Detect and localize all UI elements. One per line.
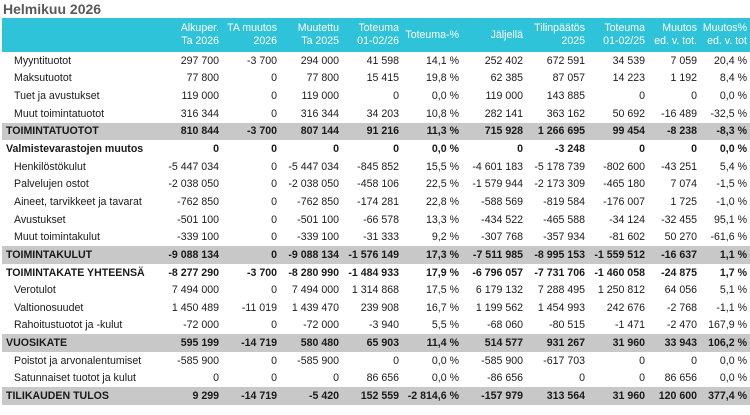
table-row <box>2 352 750 370</box>
table-cell: 11,4 % <box>402 334 462 352</box>
table-cell: -8 238 <box>648 123 700 141</box>
table-cell: 1 199 562 <box>475 301 523 314</box>
table-row <box>2 211 750 229</box>
table-cell: -762 850 <box>177 195 219 208</box>
table-cell: 34 203 <box>366 107 399 120</box>
table-cell: -2 470 <box>666 319 697 332</box>
row-label: VUOSIKATE <box>2 334 160 352</box>
table-cell: -762 850 <box>297 195 339 208</box>
table-cell: 87 057 <box>552 72 585 85</box>
table-cell: 1 250 812 <box>597 284 645 297</box>
table-cell: 31 960 <box>588 334 648 352</box>
table-cell: 86 656 <box>664 372 697 385</box>
table-cell: -501 100 <box>297 213 339 226</box>
table-cell: 0 <box>579 372 585 385</box>
table-cell: 0 <box>271 231 277 244</box>
table-cell: 0 <box>222 246 280 264</box>
table-cell: -8 995 153 <box>526 246 588 264</box>
table-total-row <box>2 246 750 264</box>
table-cell: 0 <box>333 143 339 156</box>
table-cell: 807 144 <box>280 123 342 141</box>
table-cell: -66 578 <box>363 213 399 226</box>
table-total-row <box>2 334 750 352</box>
table-cell: -845 852 <box>357 160 399 173</box>
column-header: Jäljellä <box>462 18 526 52</box>
table-cell: 5,1 % <box>719 284 747 297</box>
table-cell: 0 <box>333 372 339 385</box>
table-cell: 106,2 % <box>700 334 750 352</box>
table-cell: 1 450 489 <box>171 301 219 314</box>
table-cell: 1 314 868 <box>351 284 399 297</box>
table-cell: -3 700 <box>246 266 277 279</box>
table-cell: 1,1 % <box>700 246 750 264</box>
table-cell: -86 656 <box>487 372 523 385</box>
table-cell: -157 979 <box>462 387 526 405</box>
table-total-row <box>2 123 750 141</box>
table-cell: -1,0 % <box>716 195 747 208</box>
table-row <box>2 52 750 70</box>
table-cell: -8,3 % <box>700 123 750 141</box>
table-cell: -2 814,6 % <box>402 387 462 405</box>
table-cell: -465 180 <box>603 178 645 191</box>
table-cell: 7 074 <box>670 178 697 191</box>
row-label: Valmistevarastojen muutos <box>6 143 144 156</box>
table-cell: 0 <box>393 143 399 156</box>
table-cell: -14 719 <box>222 334 280 352</box>
table-cell: 11,3 % <box>402 123 462 141</box>
table-cell: 167,9 % <box>708 319 747 332</box>
table-cell: 580 480 <box>280 334 342 352</box>
table-cell: 252 402 <box>484 54 523 67</box>
table-cell: -1 484 933 <box>348 266 399 279</box>
table-cell: 1 439 470 <box>291 301 339 314</box>
row-label: Aineet, tarvikkeet ja tavarat <box>14 195 142 208</box>
table-cell: 95,1 % <box>714 213 747 226</box>
table-cell: 17,3 % <box>402 246 462 264</box>
table-cell: -8 280 990 <box>288 266 339 279</box>
table-cell: 41 598 <box>366 54 399 67</box>
table-cell: 377,4 % <box>700 387 750 405</box>
table-cell: 931 267 <box>526 334 588 352</box>
table-cell: -617 703 <box>543 354 585 367</box>
table-row <box>2 87 750 105</box>
table-cell: 0 <box>639 90 645 103</box>
table-cell: -585 900 <box>177 354 219 367</box>
table-row <box>2 299 750 317</box>
table-cell: 6 179 132 <box>475 284 523 297</box>
table-cell: -43 251 <box>661 160 697 173</box>
table-cell: 15,5 % <box>426 160 459 173</box>
table-cell: -32,5 % <box>710 107 747 120</box>
table-cell: -458 106 <box>357 178 399 191</box>
table-cell: -5 447 034 <box>168 160 219 173</box>
table-cell: 5,4 % <box>719 160 747 173</box>
table-cell: -3 940 <box>368 319 399 332</box>
column-header: Muutos% ed. v. tot <box>700 18 750 52</box>
table-cell: -434 522 <box>481 213 523 226</box>
table-cell: 282 141 <box>484 107 523 120</box>
table-cell: 0 <box>517 143 523 156</box>
table-cell: 7 494 000 <box>171 284 219 297</box>
table-cell: -72 000 <box>303 319 339 332</box>
column-header: Toteuma 01-02/25 <box>588 18 648 52</box>
row-label: Valtionosuudet <box>14 301 84 314</box>
column-header: Toteuma-% <box>402 18 462 52</box>
table-cell: 34 539 <box>612 54 645 67</box>
table-cell: 0 <box>639 354 645 367</box>
table-cell: -1 559 512 <box>588 246 648 264</box>
page-title: Helmikuu 2026 <box>3 1 102 17</box>
table-cell: 0,0 % <box>431 143 459 156</box>
financial-table <box>2 18 750 405</box>
table-cell: 0 <box>271 72 277 85</box>
table-cell: -31 333 <box>363 231 399 244</box>
table-cell: 0 <box>691 354 697 367</box>
table-cell: -2 038 050 <box>288 178 339 191</box>
table-cell: -2 038 050 <box>168 178 219 191</box>
table-cell: 62 385 <box>490 72 523 85</box>
row-label: Henkilöstökulut <box>14 160 86 173</box>
table-cell: -585 900 <box>481 354 523 367</box>
table-cell: -9 088 134 <box>160 246 222 264</box>
table-cell: 0,0 % <box>719 143 747 156</box>
row-label: TOIMINTAKULUT <box>2 246 160 264</box>
table-row <box>2 175 750 193</box>
table-cell: -3 700 <box>246 54 277 67</box>
table-cell: -5 420 <box>280 387 342 405</box>
column-header-label <box>2 18 160 52</box>
table-cell: -16 637 <box>648 246 700 264</box>
table-cell: 0,0 % <box>431 90 459 103</box>
table-cell: 64 056 <box>664 284 697 297</box>
table-cell: 50 692 <box>612 107 645 120</box>
table-cell: 0 <box>213 143 219 156</box>
table-cell: 1 454 993 <box>537 301 585 314</box>
column-header: Alkuper. Ta 2026 <box>160 18 222 52</box>
row-label: Avustukset <box>14 213 66 226</box>
table-cell: -72 000 <box>183 319 219 332</box>
column-header: Tilinpäätös 2025 <box>526 18 588 52</box>
row-label: Myyntituotot <box>14 54 72 67</box>
table-total-row <box>2 387 750 405</box>
row-label: Verotulot <box>14 284 56 297</box>
table-cell: -68 060 <box>487 319 523 332</box>
table-cell: 152 559 <box>342 387 402 405</box>
table-cell: -176 007 <box>603 195 645 208</box>
table-cell: -819 584 <box>543 195 585 208</box>
table-cell: 119 000 <box>181 90 219 103</box>
table-cell: -357 934 <box>543 231 585 244</box>
table-cell: 0 <box>271 372 277 385</box>
table-cell: -339 100 <box>177 231 219 244</box>
table-cell: 514 577 <box>462 334 526 352</box>
table-cell: 17,5 % <box>426 284 459 297</box>
table-cell: -802 600 <box>603 160 645 173</box>
table-cell: 313 564 <box>526 387 588 405</box>
table-cell: 1,7 % <box>719 266 747 279</box>
table-cell: 120 600 <box>648 387 700 405</box>
table-cell: -1 460 058 <box>594 266 645 279</box>
table-cell: 22,8 % <box>426 195 459 208</box>
table-cell: 119 000 <box>485 90 523 103</box>
table-cell: 0 <box>271 160 277 173</box>
table-row <box>2 105 750 123</box>
row-label: Rahoitustuotot ja -kulut <box>14 319 123 332</box>
table-cell: 0,0 % <box>431 372 459 385</box>
table-cell: -501 100 <box>177 213 219 226</box>
table-cell: -588 569 <box>481 195 523 208</box>
table-cell: 143 885 <box>546 90 585 103</box>
table-cell: 77 800 <box>306 72 339 85</box>
table-cell: 31 960 <box>588 387 648 405</box>
table-cell: 0 <box>213 372 219 385</box>
column-header: TA muutos 2026 <box>222 18 280 52</box>
table-cell: -174 281 <box>357 195 399 208</box>
table-cell: -1 471 <box>614 319 645 332</box>
table-cell: 1 266 695 <box>526 123 588 141</box>
table-cell: 0 <box>393 90 399 103</box>
table-cell: -61,6 % <box>710 231 747 244</box>
table-cell: 294 000 <box>300 54 339 67</box>
table-cell: -307 768 <box>481 231 523 244</box>
table-cell: 50 270 <box>664 231 697 244</box>
table-cell: 672 591 <box>546 54 585 67</box>
table-cell: 239 908 <box>360 301 399 314</box>
table-row <box>2 370 750 388</box>
table-cell: -6 796 057 <box>472 266 523 279</box>
table-cell: 16,7 % <box>426 301 459 314</box>
table-cell: 0,0 % <box>719 372 747 385</box>
table-cell: -2 173 309 <box>534 178 585 191</box>
row-label: TOIMINTATUOTOT <box>2 123 160 141</box>
table-cell: -1 579 944 <box>472 178 523 191</box>
column-header: Muutettu Ta 2025 <box>280 18 342 52</box>
table-row <box>2 281 750 299</box>
table-cell: 91 216 <box>342 123 402 141</box>
row-label: TILIKAUDEN TULOS <box>2 387 160 405</box>
table-body <box>2 52 750 405</box>
table-cell: 1 725 <box>670 195 697 208</box>
table-cell: 99 454 <box>588 123 648 141</box>
table-cell: 0 <box>271 107 277 120</box>
table-row <box>2 158 750 176</box>
table-row <box>2 228 750 246</box>
table-cell: -24 875 <box>661 266 697 279</box>
table-cell: -1,1 % <box>716 301 747 314</box>
table-row <box>2 317 750 335</box>
table-cell: -465 588 <box>543 213 585 226</box>
table-cell: 0 <box>271 319 277 332</box>
table-cell: 119 000 <box>301 90 339 103</box>
table-cell: 0 <box>271 178 277 191</box>
table-cell: -7 731 706 <box>534 266 585 279</box>
table-cell: 65 903 <box>342 334 402 352</box>
table-cell: 9 299 <box>160 387 222 405</box>
table-cell: 0,0 % <box>719 90 747 103</box>
table-row <box>2 193 750 211</box>
table-cell: 0 <box>271 354 277 367</box>
table-cell: 0 <box>271 213 277 226</box>
table-row <box>2 140 750 158</box>
table-cell: -339 100 <box>297 231 339 244</box>
table-cell: 19,8 % <box>426 72 459 85</box>
table-cell: 33 943 <box>648 334 700 352</box>
table-cell: 17,9 % <box>426 266 459 279</box>
table-cell: 14,1 % <box>426 54 459 67</box>
row-label: TOIMINTAKATE YHTEENSÄ <box>6 266 145 279</box>
table-cell: 8,4 % <box>719 72 747 85</box>
table-cell: -80 515 <box>549 319 585 332</box>
table-cell: 0 <box>691 143 697 156</box>
table-cell: 7 059 <box>670 54 697 67</box>
table-cell: 5,5 % <box>431 319 459 332</box>
table-cell: 7 494 000 <box>291 284 339 297</box>
table-cell: 316 344 <box>300 107 339 120</box>
table-cell: -2 768 <box>666 301 697 314</box>
table-row <box>2 264 750 282</box>
table-cell: 810 844 <box>160 123 222 141</box>
table-cell: -34 124 <box>609 213 645 226</box>
table-cell: -3 248 <box>554 143 585 156</box>
table-cell: 15 415 <box>366 72 399 85</box>
table-cell: -1,5 % <box>716 178 747 191</box>
column-header: Toteuma 01-02/26 <box>342 18 402 52</box>
table-cell: 0,0 % <box>719 354 747 367</box>
table-cell: 20,4 % <box>714 54 747 67</box>
table-cell: 0 <box>393 354 399 367</box>
table-cell: 14 223 <box>612 72 645 85</box>
table-cell: 0 <box>639 143 645 156</box>
table-cell: 10,8 % <box>426 107 459 120</box>
table-cell: 242 676 <box>606 301 645 314</box>
table-cell: 1 192 <box>670 72 697 85</box>
table-cell: -8 277 290 <box>168 266 219 279</box>
column-header: Muutos ed. v. tot. <box>648 18 700 52</box>
table-cell: 7 288 495 <box>537 284 585 297</box>
table-row <box>2 70 750 88</box>
table-cell: 0 <box>271 90 277 103</box>
table-cell: -16 489 <box>661 107 697 120</box>
table-cell: 13,3 % <box>426 213 459 226</box>
table-cell: 0 <box>639 372 645 385</box>
table-cell: -5 447 034 <box>288 160 339 173</box>
row-label: Muut toimintatuotot <box>14 107 105 120</box>
table-cell: 316 344 <box>180 107 219 120</box>
table-header <box>2 18 750 52</box>
table-cell: 9,2 % <box>431 231 459 244</box>
table-cell: -585 900 <box>297 354 339 367</box>
table-cell: 297 700 <box>180 54 219 67</box>
table-cell: 0 <box>271 195 277 208</box>
table-cell: -7 511 985 <box>462 246 526 264</box>
table-cell: 0 <box>271 143 277 156</box>
table-cell: 0 <box>271 284 277 297</box>
table-cell: -1 576 149 <box>342 246 402 264</box>
table-cell: -3 700 <box>222 123 280 141</box>
table-cell: 0,0 % <box>431 354 459 367</box>
table-cell: 595 199 <box>160 334 222 352</box>
table-cell: 0 <box>691 90 697 103</box>
row-label: Tuet ja avustukset <box>14 90 100 103</box>
table-cell: -81 602 <box>609 231 645 244</box>
row-label: Maksutuotot <box>14 72 72 85</box>
row-label: Muut toimintakulut <box>14 231 100 244</box>
row-label: Palvelujen ostot <box>14 178 89 191</box>
table-cell: 77 800 <box>186 72 219 85</box>
table-cell: -4 601 183 <box>472 160 523 173</box>
table-cell: 363 162 <box>546 107 585 120</box>
header-row <box>2 18 750 52</box>
table-cell: -9 088 134 <box>280 246 342 264</box>
table-cell: -14 719 <box>222 387 280 405</box>
table-cell: -32 455 <box>661 213 697 226</box>
table-cell: 22,5 % <box>426 178 459 191</box>
table-cell: -11 019 <box>241 301 277 314</box>
table-cell: 715 928 <box>462 123 526 141</box>
row-label: Satunnaiset tuotot ja kulut <box>14 372 136 385</box>
table-cell: -5 178 739 <box>534 160 585 173</box>
table-cell: 86 656 <box>366 372 399 385</box>
row-label: Poistot ja arvonalentumiset <box>14 354 142 367</box>
